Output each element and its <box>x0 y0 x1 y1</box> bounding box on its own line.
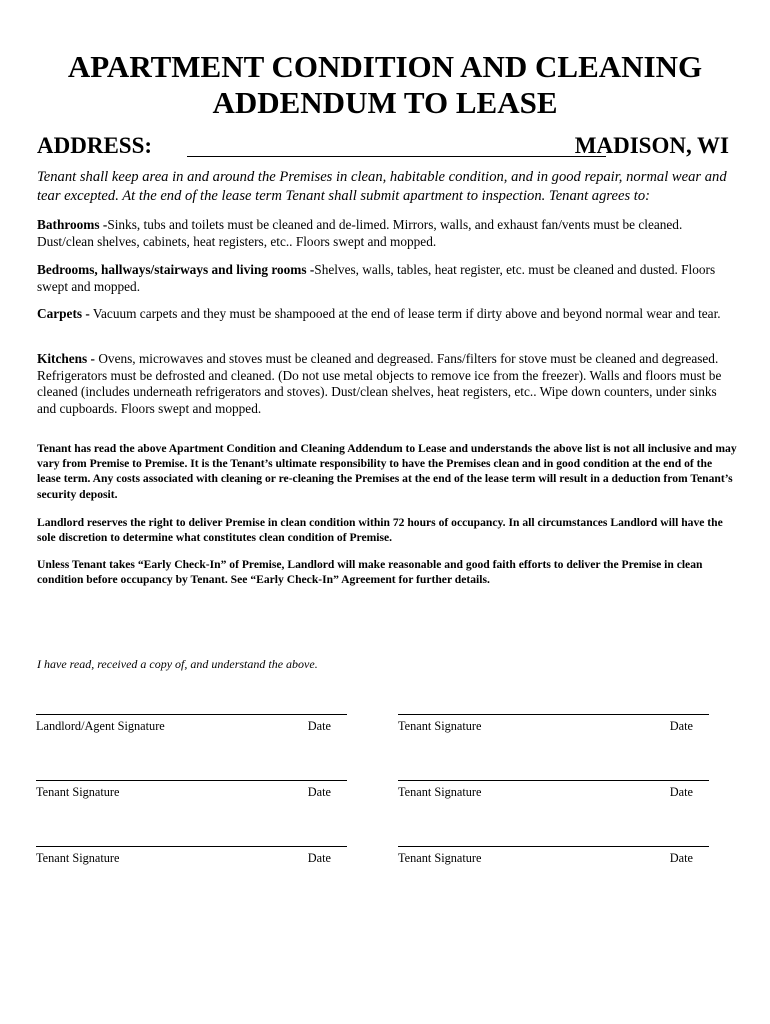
tenant-signature-block <box>398 780 709 816</box>
signature-label: Tenant Signature <box>398 719 482 733</box>
tenant-signature-block <box>398 846 709 882</box>
tenant-responsibility-paragraph: Tenant has read the above Apartment Condition and Cleaning Addendum to Lease and understands the above list is not all inclusive and may vary from Premise to Premise. It is the Tenant’s ultimate responsibility to have the Premises clean and in good condition at the end of the lease term. Any costs associated with cleaning or re-cleaning the Premises at the end of the lease term will result in a deduction from Tenant’s security deposit. <box>37 442 737 501</box>
intro-paragraph: Tenant shall keep area in and around the Premises in clean, habitable condition, and in good repair, normal wear and tear excepted. At the end of the lease term Tenant shall submit apartment to inspection. Tenant agrees to: <box>37 169 727 204</box>
bedrooms-section <box>37 262 729 295</box>
bathrooms-heading: Bathrooms - <box>37 217 108 232</box>
signature-line[interactable] <box>36 714 347 715</box>
address-row <box>37 131 729 163</box>
address-label: ADDRESS: <box>37 133 153 158</box>
bedrooms-text: Shelves, walls, tables, heat register, etc. must be cleaned and dusted. Floors swept and mopped. <box>37 262 716 294</box>
carpets-heading: Carpets - <box>37 306 90 321</box>
kitchens-text: Ovens, microwaves and stoves must be cleaned and degreased. Fans/filters for stove must be cleaned and degreased. Refrigerators must be defrosted and cleaned. (Do not use metal objects to remove ice from the freezer). Walls and floors must be cleaned (includes underneath refrigerators and stoves). Dust/clean shelves, heat registers, etc.. Wipe down counters, under sinks and cupboards. Floors swept and mopped. <box>37 351 722 416</box>
signature-line[interactable] <box>36 780 347 781</box>
acknowledgement-statement: I have read, received a copy of, and understand the above. <box>37 657 318 671</box>
tenant-signature-block <box>36 846 347 882</box>
date-label: Date <box>307 851 331 865</box>
tenant-signature-block <box>36 780 347 816</box>
signature-line[interactable] <box>36 846 347 847</box>
signature-label: Landlord/Agent Signature <box>36 719 165 733</box>
carpets-text: Vacuum carpets and they must be shampooed at the end of lease term if dirty above and beyond normal wear and tear. <box>89 306 721 321</box>
document-title-line-1: APARTMENT CONDITION AND CLEANING <box>67 49 703 84</box>
signature-label: Tenant Signature <box>398 851 482 865</box>
bathrooms-text: Sinks, tubs and toilets must be cleaned and de-limed. Mirrors, walls, and exhaust fan/vents must be cleaned. Dust/clean shelves, cabinets, heat registers, etc.. Floors swept and mopped. <box>37 217 683 249</box>
signature-label: Tenant Signature <box>36 785 120 799</box>
date-label: Date <box>669 851 693 865</box>
address-city: MADISON, WI <box>574 133 729 158</box>
early-check-in-paragraph: Unless Tenant takes “Early Check-In” of Premise, Landlord will make reasonable and good faith efforts to deliver the Premise in clean condition before occupancy by Tenant. See “Early Check-In” Agreement for further details. <box>37 558 703 587</box>
signature-label: Tenant Signature <box>398 785 482 799</box>
signature-line[interactable] <box>398 714 709 715</box>
signature-line[interactable] <box>398 846 709 847</box>
address-field[interactable] <box>187 156 606 157</box>
kitchens-section <box>37 351 729 417</box>
bathrooms-section <box>37 217 729 250</box>
kitchens-heading: Kitchens - <box>37 351 95 366</box>
document-title-line-2: ADDENDUM TO LEASE <box>212 85 558 120</box>
date-label: Date <box>307 719 331 733</box>
date-label: Date <box>669 719 693 733</box>
bedrooms-heading: Bedrooms, hallways/stairways and living rooms - <box>37 262 315 277</box>
signature-line[interactable] <box>398 780 709 781</box>
date-label: Date <box>307 785 331 799</box>
tenant-signature-block <box>398 714 709 750</box>
signature-label: Tenant Signature <box>36 851 120 865</box>
date-label: Date <box>669 785 693 799</box>
carpets-section <box>37 306 729 323</box>
landlord-rights-paragraph: Landlord reserves the right to deliver Premise in clean condition within 72 hours of occupancy. In all circumstances Landlord will have the sole discretion to determine what constitutes clean condition of Premise. <box>37 516 723 545</box>
landlord-signature-block <box>36 714 347 750</box>
